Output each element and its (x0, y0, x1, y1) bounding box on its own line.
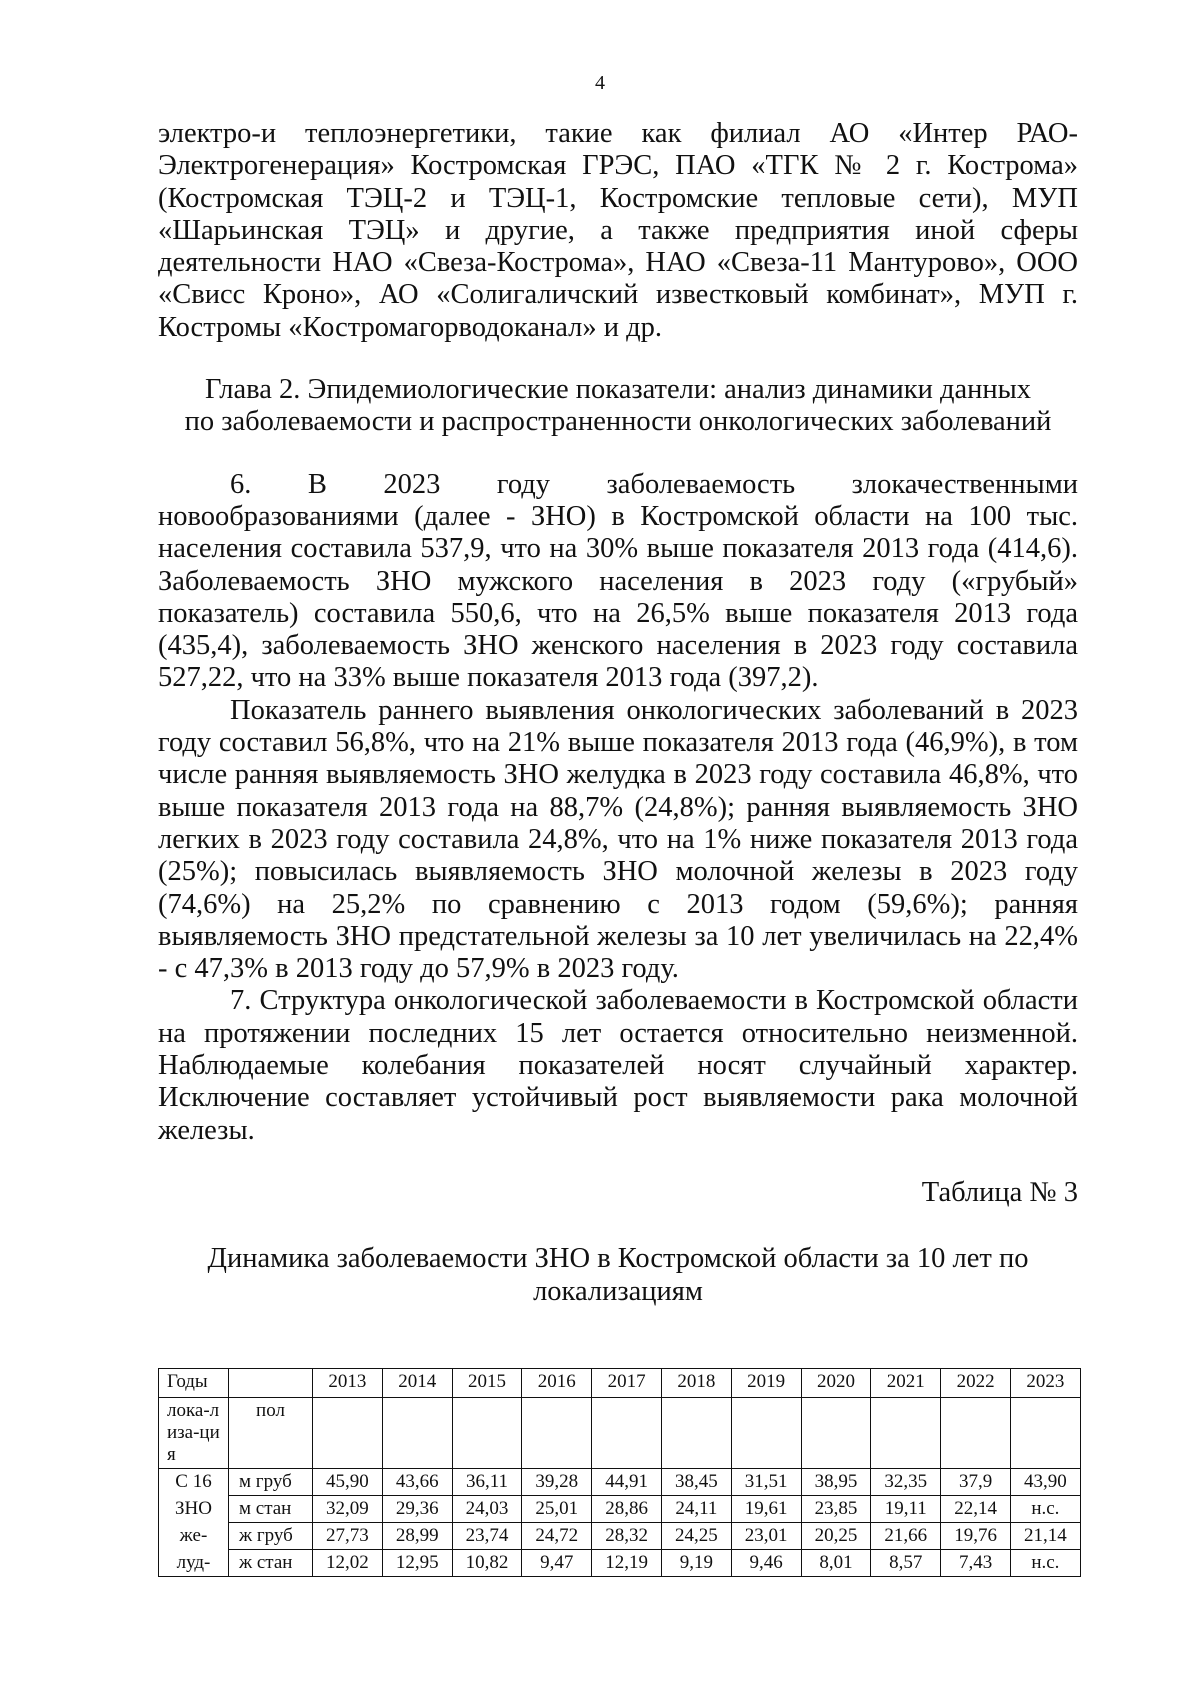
header-year: 2018 (661, 1369, 731, 1398)
value-cell: 19,11 (871, 1496, 941, 1523)
value-cell: 9,47 (522, 1550, 592, 1577)
value-cell: 24,11 (661, 1496, 731, 1523)
header-blank (313, 1398, 383, 1469)
paragraph-continuation: электро-и теплоэнергетики, такие как филиал АО «Интер РАО-Электрогенерация» Костромская ГРЭС, ПАО «ТГК № 2 г. Кострома» (Костромская ТЭЦ-2 и ТЭЦ-1, Костромские тепловые сети), МУП «Шарьинская ТЭЦ» и другие, а также предприятия иной сферы деятельности НАО «Свеза-Кострома», НАО «Свеза-11 Мантурово», ООО «Свисс Кроно», АО «Солигаличский известковый комбинат», МУП г. Костромы «Костромагорводоканал» и др. (158, 118, 1078, 343)
sex-cell: ж груб (229, 1523, 313, 1550)
paragraph-6: 6. В 2023 году заболеваемость злокачественными новообразованиями (далее - ЗНО) в Костромской области на 100 тыс. населения составила 537,9, что на 30% выше показателя 2013 года (414,6). Заболеваемость ЗНО мужского населения в 2023 году («грубый» показатель) составила 550,6, что на 26,5% выше показателя 2013 года (435,4), заболеваемость ЗНО женского населения в 2023 году составила 527,22, что на 33% выше показателя 2013 года (397,2). (158, 468, 1078, 694)
value-cell: 12,95 (382, 1550, 452, 1577)
table-row (159, 1496, 1081, 1523)
header-year: 2013 (313, 1369, 383, 1398)
header-blank (941, 1398, 1011, 1469)
chapter-title-line-2: по заболеваемости и распространенности онкологических заболеваний (184, 406, 1052, 438)
header-blank (661, 1398, 731, 1469)
table-row (159, 1550, 1081, 1577)
localization-cell: ЗНО (159, 1496, 229, 1523)
value-cell: 10,82 (452, 1550, 522, 1577)
value-cell: 31,51 (731, 1469, 801, 1496)
value-cell: 23,74 (452, 1523, 522, 1550)
value-cell: 39,28 (522, 1469, 592, 1496)
value-cell: 24,25 (661, 1523, 731, 1550)
value-cell: 36,11 (452, 1469, 522, 1496)
value-cell: 45,90 (313, 1469, 383, 1496)
localization-cell: луд- (159, 1550, 229, 1577)
value-cell: 43,90 (1010, 1469, 1080, 1496)
value-cell: 12,02 (313, 1550, 383, 1577)
paragraph-6b: Показатель раннего выявления онкологических заболеваний в 2023 году составил 56,8%, что на 21% выше показателя 2013 года (46,9%), в том числе ранняя выявляемость ЗНО желудка в 2023 году составила 46,8%, что выше показателя 2013 года на 88,7% (24,8%); ранняя выявляемость ЗНО легких в 2023 году составила 24,8%, что на 1% ниже показателя 2013 года (25%); повысилась выявляемость ЗНО молочной железы в 2023 году (74,6%) на 25,2% по сравнению с 2013 годом (59,6%); ранняя выявляемость ЗНО предстательной железы за 10 лет увеличилась на 22,4% - с 47,3% в 2013 году до 57,9% в 2023 году. (158, 694, 1078, 985)
header-blank (382, 1398, 452, 1469)
localization-cell: С 16 (159, 1469, 229, 1496)
value-cell: 19,76 (941, 1523, 1011, 1550)
value-cell: н.с. (1010, 1496, 1080, 1523)
value-cell: 8,01 (801, 1550, 871, 1577)
value-cell: 21,14 (1010, 1523, 1080, 1550)
document-body (158, 118, 1078, 1308)
localization-cell: же- (159, 1523, 229, 1550)
value-cell: 23,85 (801, 1496, 871, 1523)
value-cell: 29,36 (382, 1496, 452, 1523)
header-year: 2023 (1010, 1369, 1080, 1398)
incidence-table (158, 1368, 1081, 1577)
header-blank (1010, 1398, 1080, 1469)
header-year: 2019 (731, 1369, 801, 1398)
header-blank (731, 1398, 801, 1469)
header-year: 2021 (871, 1369, 941, 1398)
sex-cell: м груб (229, 1469, 313, 1496)
value-cell: 9,46 (731, 1550, 801, 1577)
table-row (159, 1469, 1081, 1496)
header-blank (452, 1398, 522, 1469)
value-cell: 21,66 (871, 1523, 941, 1550)
value-cell: 28,86 (592, 1496, 662, 1523)
value-cell: 38,45 (661, 1469, 731, 1496)
table-subheader-row (159, 1398, 1081, 1469)
sex-cell: ж стан (229, 1550, 313, 1577)
sex-cell: м стан (229, 1496, 313, 1523)
header-blank (592, 1398, 662, 1469)
header-year: 2016 (522, 1369, 592, 1398)
header-year: 2014 (382, 1369, 452, 1398)
value-cell: 9,19 (661, 1550, 731, 1577)
value-cell: 32,09 (313, 1496, 383, 1523)
value-cell: 20,25 (801, 1523, 871, 1550)
value-cell: 37,9 (941, 1469, 1011, 1496)
value-cell: 28,99 (382, 1523, 452, 1550)
value-cell: 32,35 (871, 1469, 941, 1496)
value-cell: 25,01 (522, 1496, 592, 1523)
value-cell: 24,03 (452, 1496, 522, 1523)
value-cell: 43,66 (382, 1469, 452, 1496)
header-sex-label: пол (229, 1398, 313, 1469)
value-cell: 8,57 (871, 1550, 941, 1577)
header-localization-label: лока-лиза-ция (159, 1398, 229, 1469)
header-year: 2022 (941, 1369, 1011, 1398)
table-title: Динамика заболеваемости ЗНО в Костромской области за 10 лет по локализациям (207, 1243, 1029, 1307)
header-blank (801, 1398, 871, 1469)
value-cell: 38,95 (801, 1469, 871, 1496)
paragraph-7: 7. Структура онкологической заболеваемости в Костромской области на протяжении последних 15 лет остается относительно неизменной. Наблюдаемые колебания показателей носят случайный характер. Исключение составляет устойчивый рост выявляемости рака молочной железы. (158, 985, 1078, 1146)
header-year: 2017 (592, 1369, 662, 1398)
header-year: 2020 (801, 1369, 871, 1398)
value-cell: 22,14 (941, 1496, 1011, 1523)
value-cell: 23,01 (731, 1523, 801, 1550)
value-cell: 19,61 (731, 1496, 801, 1523)
chapter-title-line-1: Глава 2. Эпидемиологические показатели: анализ динамики данных (204, 374, 1032, 406)
header-blank (522, 1398, 592, 1469)
value-cell: н.с. (1010, 1550, 1080, 1577)
header-years-label: Годы (159, 1369, 229, 1398)
table-header-row (159, 1369, 1081, 1398)
table-label: Таблица № 3 (921, 1176, 1078, 1208)
header-blank (871, 1398, 941, 1469)
table-row (159, 1523, 1081, 1550)
value-cell: 24,72 (522, 1523, 592, 1550)
value-cell: 27,73 (313, 1523, 383, 1550)
value-cell: 28,32 (592, 1523, 662, 1550)
page-number: 4 (595, 72, 605, 94)
header-year: 2015 (452, 1369, 522, 1398)
value-cell: 12,19 (592, 1550, 662, 1577)
value-cell: 44,91 (592, 1469, 662, 1496)
value-cell: 7,43 (941, 1550, 1011, 1577)
header-empty-cell (229, 1369, 313, 1398)
